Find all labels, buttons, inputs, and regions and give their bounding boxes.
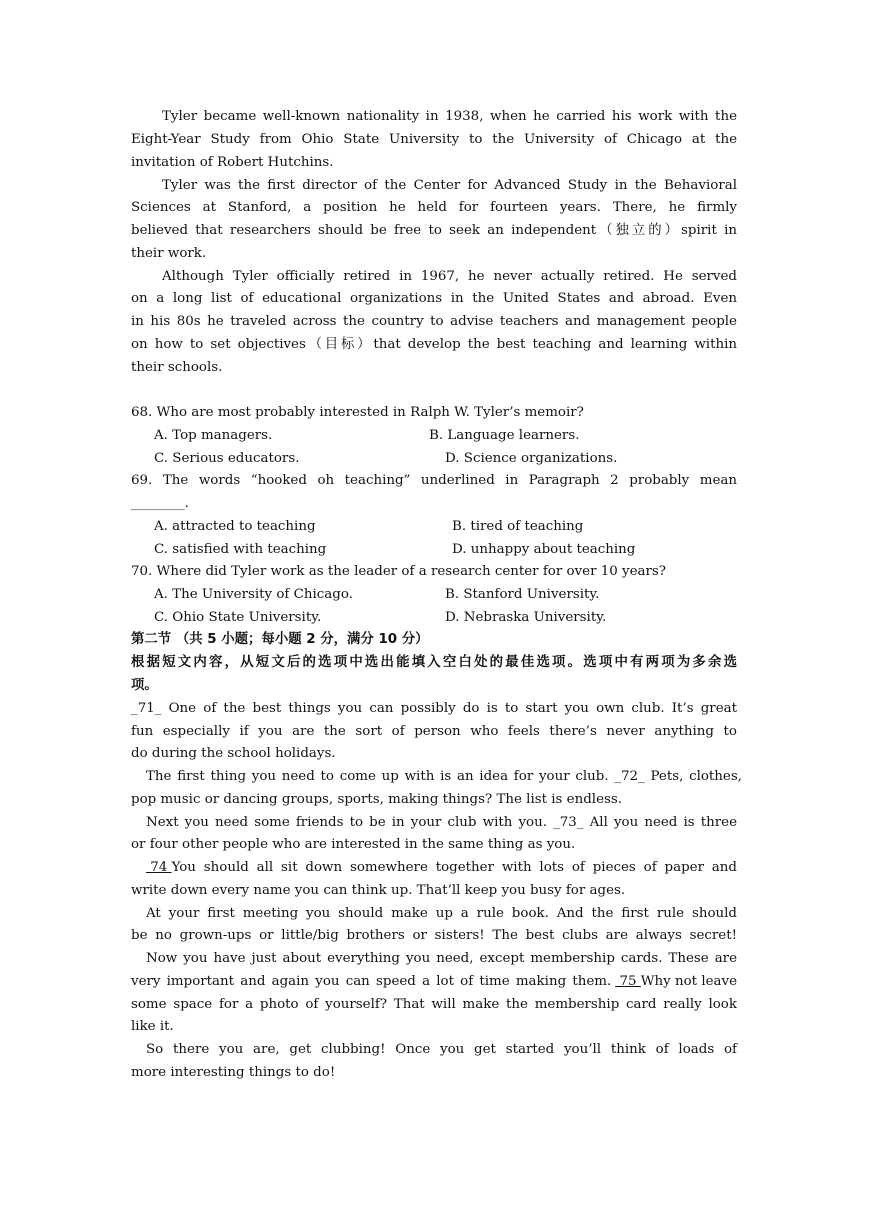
- q69-option-d: D. unhappy about teaching: [452, 542, 636, 557]
- section2-instructions-line1: 根据短文内容，从短文后的选项中选出能填入空白处的最佳选项。选项中有两项为多余选: [131, 655, 737, 670]
- tyler-p3-line3: invitation of Robert Hutchins.: [131, 155, 334, 170]
- q69-stem-line1: 69. The words “hooked oh teaching” underlined in Paragraph 2 probably mean: [131, 473, 737, 488]
- club-p6-line2a: very important and again you can speed a lot of time making them.: [131, 974, 612, 989]
- club-p6-line3: some space for a photo of yourself? That will make the membership card really look: [131, 997, 737, 1012]
- q68-option-b: B. Language learners.: [429, 428, 580, 443]
- q69-option-c: C. satisfied with teaching: [154, 542, 327, 557]
- club-p1-line2: fun especially if you are the sort of person who feels there’s never anything to: [131, 724, 737, 739]
- club-p5-line2: be no grown-ups or little/big brothers or sisters! The best clubs are always secret!: [131, 928, 737, 943]
- club-p2-line1: The first thing you need to come up with is an idea for your club. _72_ Pets, clothes,: [146, 769, 742, 784]
- tyler-p3-line1: Tyler became well-known nationality in 1938, when he carried his work with the: [162, 109, 737, 124]
- tyler-p5-line1: Although Tyler officially retired in 1967, he never actually retired. He served: [162, 269, 737, 284]
- q68-option-a: A. Top managers.: [154, 428, 273, 443]
- tyler-p4-line2: Sciences at Stanford, a position he held for fourteen years. There, he firmly: [131, 200, 737, 215]
- club-p4-line1-wrap: [146, 856, 737, 879]
- blank-75: 75: [615, 974, 641, 989]
- club-p1-line1: _71_ One of the best things you can possibly do is to start you own club. It’s great: [131, 701, 737, 716]
- q70-stem: 70. Where did Tyler work as the leader of a research center for over 10 years?: [131, 564, 666, 579]
- tyler-p4-line3: believed that researchers should be free to seek an independent（独立的）spirit in: [131, 223, 737, 238]
- club-p1-line3: do during the school holidays.: [131, 746, 336, 761]
- club-p6-line4: like it.: [131, 1019, 174, 1034]
- q68-stem: 68. Who are most probably interested in Ralph W. Tyler’s memoir?: [131, 405, 584, 420]
- club-p6-line1: Now you have just about everything you need, except membership cards. These are: [146, 951, 737, 966]
- q70-option-a: A. The University of Chicago.: [154, 587, 353, 602]
- q69-stem-line2: ________.: [131, 496, 189, 511]
- club-p2-line2: pop music or dancing groups, sports, making things? The list is endless.: [131, 792, 622, 807]
- club-p7-line2: more interesting things to do!: [131, 1065, 336, 1080]
- club-p7-line1: So there you are, get clubbing! Once you get started you’ll think of loads of: [146, 1042, 737, 1057]
- club-p6-line2-wrap: [131, 970, 737, 993]
- club-p4-line1: You should all sit down somewhere together with lots of pieces of paper and: [171, 860, 737, 875]
- section2-instructions-line2: 项。: [131, 678, 158, 693]
- tyler-p5-line2: on a long list of educational organizations in the United States and abroad. Even: [131, 291, 737, 306]
- tyler-p3-line2: Eight-Year Study from Ohio State University to the University of Chicago at the: [131, 132, 737, 147]
- q68-option-c: C. Serious educators.: [154, 451, 300, 466]
- club-p3-line1: Next you need some friends to be in your club with you. _73_ All you need is three: [146, 815, 737, 830]
- q70-option-b: B. Stanford University.: [445, 587, 600, 602]
- q69-option-a: A. attracted to teaching: [154, 519, 316, 534]
- tyler-p4-line4: their work.: [131, 246, 207, 261]
- q70-option-d: D. Nebraska University.: [445, 610, 607, 625]
- club-p4-line2: write down every name you can think up. That’ll keep you busy for ages.: [131, 883, 626, 898]
- club-p6-line2b: Why not leave: [640, 974, 737, 989]
- q68-option-d: D. Science organizations.: [445, 451, 618, 466]
- blank-74: 74: [146, 860, 172, 875]
- club-p3-line2: or four other people who are interested in the same thing as you.: [131, 837, 576, 852]
- tyler-p5-line3: in his 80s he traveled across the country to advise teachers and management people: [131, 314, 737, 329]
- tyler-p4-line1: Tyler was the first director of the Center for Advanced Study in the Behavioral: [162, 178, 737, 193]
- tyler-p5-line4: on how to set objectives（目标）that develop the best teaching and learning within: [131, 337, 737, 352]
- tyler-p5-line5: their schools.: [131, 360, 223, 375]
- q70-option-c: C. Ohio State University.: [154, 610, 322, 625]
- q69-option-b: B. tired of teaching: [452, 519, 584, 534]
- section2-heading: 第二节 （共 5 小题；每小题 2 分，满分 10 分）: [131, 632, 429, 647]
- club-p5-line1: At your first meeting you should make up a rule book. And the first rule should: [146, 906, 737, 921]
